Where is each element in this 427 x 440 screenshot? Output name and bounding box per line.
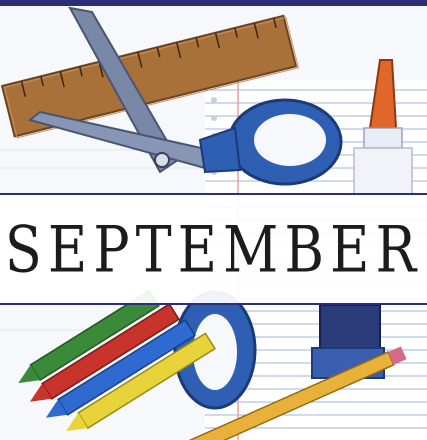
month-title: SEPTEMBER xyxy=(4,211,423,287)
month-banner xyxy=(0,193,427,305)
top-frame-bar xyxy=(0,0,427,6)
